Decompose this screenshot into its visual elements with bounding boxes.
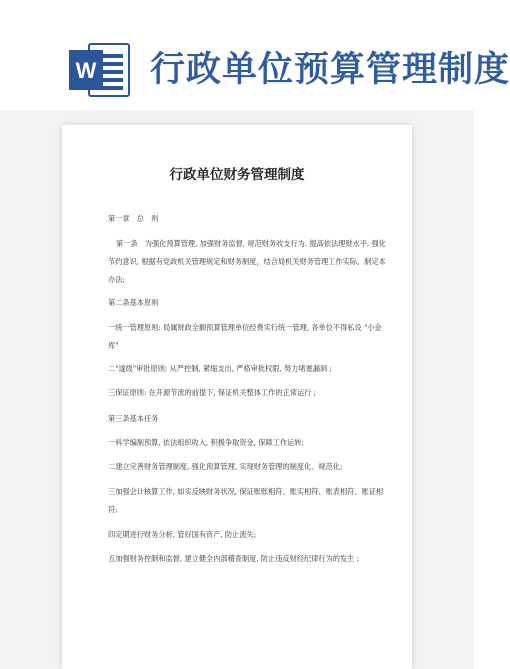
- principle-3: 三保证原则: 在开源节流的前提下, 保证机关整体工作的正常运行 ;: [108, 388, 317, 397]
- chapter-heading: 第一章 总 则: [108, 214, 159, 223]
- article-1: 第一条 为强化预算管理, 加强财务监督, 规范财务收支行为, 提高依法理财水平, 强化节约意识, 根据有党政机关管理规定和财务制度，结合局机关财务管理工作实际，制定本办法;: [108, 239, 386, 284]
- principle-2: 二"遂级"审批原则: 从严控制, 紧缩支出, 严格审批权限, 努力堵塞漏洞 ;: [108, 364, 332, 373]
- task-3: 三加强会计核算工作, 如实反映财务状况, 保证账账相符、账实相符、账表相符、账证相符;: [108, 487, 384, 514]
- document-page: [62, 125, 412, 669]
- task-4: 四定期进行财务分析, 管好国有资产, 防止流失;: [108, 530, 257, 539]
- logo-letter: W: [75, 58, 97, 83]
- article-3-heading: 第三条基本任务: [108, 414, 159, 423]
- banner: [0, 0, 510, 110]
- task-2: 二建立完善财务管理制度, 强化预算管理, 实现财务管理的制度化、规范化;: [108, 462, 343, 471]
- principle-1: 一统一管理原则: 局属财政全额预算管理单位经费实行统一管理, 各单位不得私设 "小金库": [108, 323, 382, 350]
- banner-title: 行政单位预算管理制度: [150, 50, 510, 90]
- word-icon: [67, 40, 131, 100]
- document-title: 行政单位财务管理制度: [169, 167, 305, 183]
- task-1: 一科学编制预算, 依法组织收入, 积极争取资金, 保障工作运转;: [108, 438, 304, 447]
- article-2-heading: 第二条基本原则: [108, 298, 159, 307]
- task-5: 五加强财务控制和监督, 建立健全内部稽查制度, 防止违反财经纪律行为的发生 ;: [108, 554, 360, 563]
